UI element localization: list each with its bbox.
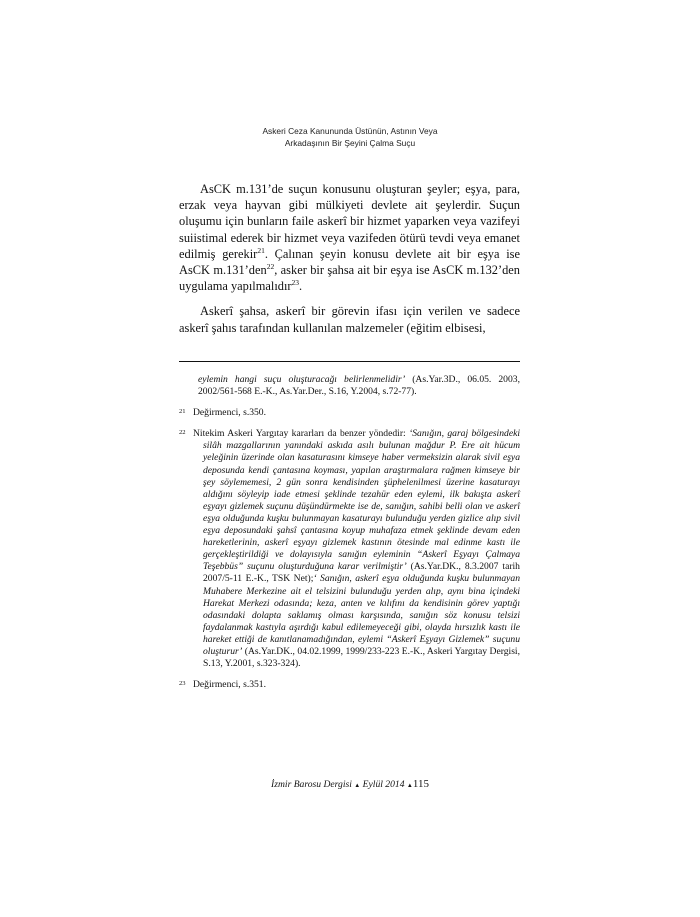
paragraph-1-part-c: , asker bir şahsa ait bir eşya ise AsCK m.132’den uygulama yapılmalıdır [179,263,520,294]
footnote-continuation-citation: (As.Yar.3D., 06.05. 2003, 2002/561-568 E.-K., As.Yar.Der., S.16, Y.2004, s.72-77). [198,374,520,398]
footnote-23 [179,679,520,691]
paragraph-1-part-b: . Çalınan şeyin konusu devlete ait bir eşya ise AsCK m.131’den [179,246,520,278]
footnote-text: Değirmenci, s.350. [193,407,267,419]
issue-date: Eylül 2014 [362,779,405,790]
paragraph-2: Askerî şahsa, askerî bir görevin ifası için verilen ve sadece askerî şahıs tarafından kullanılan malzemeler (eğitim elbisesi, [179,304,520,335]
footnote-22-citation-2: (As.Yar.DK., 04.02.1999, 1999/233-223 E.-K., Askeri Yargıtay Dergisi, S.13, Y.2001, s.323-324). [203,645,520,670]
footnote-22 [179,428,520,670]
footer-separator-icon: ▲ [406,783,413,789]
page-number: 115 [412,778,429,790]
running-header [180,125,520,149]
footnote-continuation-quote: eylemin hangi suçu oluşturacağı belirlenmelidir’ [198,374,406,385]
header-line-1: Askeri Ceza Kanununda Üstünün, Astının Veya [262,126,438,136]
footnote-22-quote-2: ‘ Sanığın, askerî eşya olduğunda kuşku bulunmayan Muhabere Merkezine ait el telsizini bulunduğu yerden alıp, aynı bina içindeki Harekat Merkezi odasında; keza, anten ve kılıfını da kendisinin görev yaptığı odasındaki dolapta saklamış olması karşısında, sanığın söz konusu telsizi faydalanmak kastıyla aşırdığı kabul edilemeyeceği gibi, olayda hırsızlık kastı ile hareket ettiği de kanıtlanamadığından, eylemi “Askerî Eşyayı Gizlemek” suçunu oluşturur’ [203,573,520,657]
footnote-22-intro: Nitekim Askeri Yargıtay kararları da benzer yöndedir: [193,428,410,440]
footnote-22-quote-1: ‘Sanığın, garaj bölgesindeki silâh mazgallarının yanındaki askıda asılı bulunan mağdur P. Ere ait hücum yeleğinin üzerinde olan kasaturasını kimseye haber vermeksizin alarak sivil eşya deposunda kendi çantasına koyması, yapılan araştırmalara rağmen kimseye bir şey söylememesi, 2 gün sonra kendisinden şüphelenilmesi üzerine kasaturayı aldığını söyleyip iade etmesi şeklinde tezahür eden eylemi, ilk bakışta askerî eşyayı gizlemek suçunu düşündürmekte ise de, sanığın, sahibi belli olan ve askerî eşya olduğunda kuşku bulunmayan kasaturayı bulunduğu yerden gizlice alıp sivil eşya deposundaki şahsî çantasına koyup muhafaza etmek şeklinde devam eden hareketlerinin, askerî eşyayı gizlemek kastının ötesinde mal edinme kastı ile gerçekleştirildiği ve dolayısıyla sanığın eyleminin “Askerî Eşyayı Çalmaya Teşebbüs” suçunu oluşturduğuna karar verilmiştir’ [203,428,520,573]
journal-name: İzmir Barosu Dergisi [271,779,352,790]
footnote-text [193,428,520,670]
footnote-number: 21 [179,408,186,416]
main-text [179,181,520,345]
footnote-divider [179,361,520,362]
footnote-number: 23 [179,680,186,688]
footnote-21 [179,407,520,419]
footnote-ref-21[interactable]: 21 [257,245,265,255]
footnote-ref-23[interactable]: 23 [291,278,300,288]
footnote-number: 22 [179,429,186,437]
footnote-continuation [179,374,520,398]
page-footer [180,778,520,792]
paragraph-1-part-a: AsCK m.131’de suçun konusunu oluşturan şeyler; eşya, para, erzak veya hayvan gibi mülkiyeti devlete ait şeylerdir. Suçun oluşumu için bunların faile askerî bir hizmet yaparken veya vazifeyi suiistimal ederek bir hizmet veya vazifeden ötürü tevdi veya emanet edilmiş gerekir [179,182,520,261]
header-line-2: Arkadaşının Bir Şeyini Çalma Suçu [284,138,416,148]
footnote-ref-22[interactable]: 22 [266,262,275,272]
paragraph-1 [179,181,520,294]
footnotes [179,374,520,700]
footer-separator-icon: ▲ [354,783,361,789]
footnote-22-citation-1: (As.Yar.DK., 8.3.2007 tarih 2007/5-11 E.-K., TSK Net); [203,561,520,585]
paragraph-1-part-d: . [299,279,303,294]
footnote-text: Değirmenci, s.351. [193,679,267,691]
